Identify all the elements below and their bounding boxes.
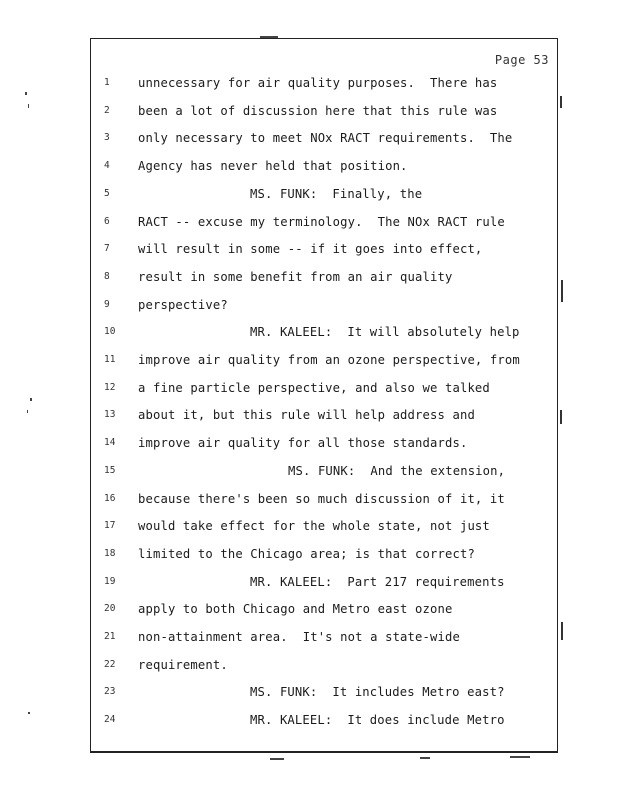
transcript-line: MS. FUNK: Finally, the [250, 186, 423, 201]
transcript-line: perspective? [138, 297, 228, 312]
line-number: 24 [104, 714, 116, 726]
transcript-line: will result in some -- if it goes into effect, [138, 242, 483, 257]
transcript-line: apply to both Chicago and Metro east ozone [138, 602, 453, 617]
transcript-line: because there's been so much discussion of it, it [138, 491, 505, 506]
line-number: 19 [104, 575, 116, 587]
scan-speck [28, 712, 30, 714]
line-number: 3 [104, 132, 110, 144]
line-number: 15 [104, 464, 116, 476]
line-number: 22 [104, 658, 116, 670]
transcript-line: improve air quality for all those standards. [138, 436, 468, 451]
transcript-line: Agency has never held that position. [138, 159, 408, 174]
scan-edge-mark [560, 96, 562, 108]
scan-edge-mark [561, 280, 563, 302]
line-number: 21 [104, 631, 116, 642]
scan-speck [30, 398, 32, 401]
line-number: 9 [104, 298, 110, 310]
line-number: 4 [104, 160, 110, 172]
transcript-line: non-attainment area. It's not a state-wide [138, 630, 460, 644]
line-number: 14 [104, 437, 116, 449]
transcript-line: MR. KALEEL: It will absolutely help [250, 325, 520, 340]
transcript-line: MS. FUNK: And the extension, [288, 463, 506, 478]
transcript-line: unnecessary for air quality purposes. There has [138, 76, 498, 90]
line-number: 6 [104, 215, 110, 227]
transcript-line: only necessary to meet NOx RACT requirements. The [138, 131, 513, 146]
transcript-line: MR. KALEEL: Part 217 requirements [250, 574, 505, 589]
transcript-line: result in some benefit from an air quality [138, 269, 453, 284]
scan-speck [25, 92, 27, 95]
transcript-line: MR. KALEEL: It does include Metro [250, 713, 505, 728]
transcript-line: been a lot of discussion here that this rule was [138, 103, 498, 118]
scan-speck [27, 410, 28, 413]
line-number: 11 [104, 354, 116, 365]
transcript-line: about it, but this rule will help address and [138, 408, 475, 423]
transcript-line: limited to the Chicago area; is that correct? [138, 546, 475, 561]
line-number: 2 [104, 104, 110, 116]
line-number: 16 [104, 492, 116, 504]
transcript-line: would take effect for the whole state, not just [138, 519, 490, 534]
line-number: 1 [104, 77, 110, 88]
transcript-line: requirement. [138, 657, 228, 672]
scan-speck [420, 757, 430, 759]
line-number: 13 [104, 409, 116, 421]
scan-speck [28, 104, 29, 108]
transcript-line: improve air quality from an ozone perspective, from [138, 353, 520, 367]
line-number: 8 [104, 270, 110, 282]
line-number: 17 [104, 520, 116, 532]
line-number: 7 [104, 243, 110, 255]
line-number: 5 [104, 187, 110, 199]
scan-speck [510, 756, 530, 758]
transcript-line: RACT -- excuse my terminology. The NOx RACT rule [138, 214, 505, 229]
transcript-line: a fine particle perspective, and also we talked [138, 380, 490, 395]
line-number: 23 [104, 686, 116, 698]
line-number: 12 [104, 381, 116, 393]
scan-speck [260, 36, 278, 38]
scan-edge-mark [560, 410, 562, 424]
line-number: 18 [104, 547, 116, 559]
scan-speck [270, 758, 284, 760]
line-number: 10 [104, 326, 116, 338]
scan-edge-mark [561, 622, 563, 640]
page-number: Page 53 [494, 53, 549, 67]
transcript-line: MS. FUNK: It includes Metro east? [250, 685, 505, 700]
line-number: 20 [104, 603, 116, 615]
